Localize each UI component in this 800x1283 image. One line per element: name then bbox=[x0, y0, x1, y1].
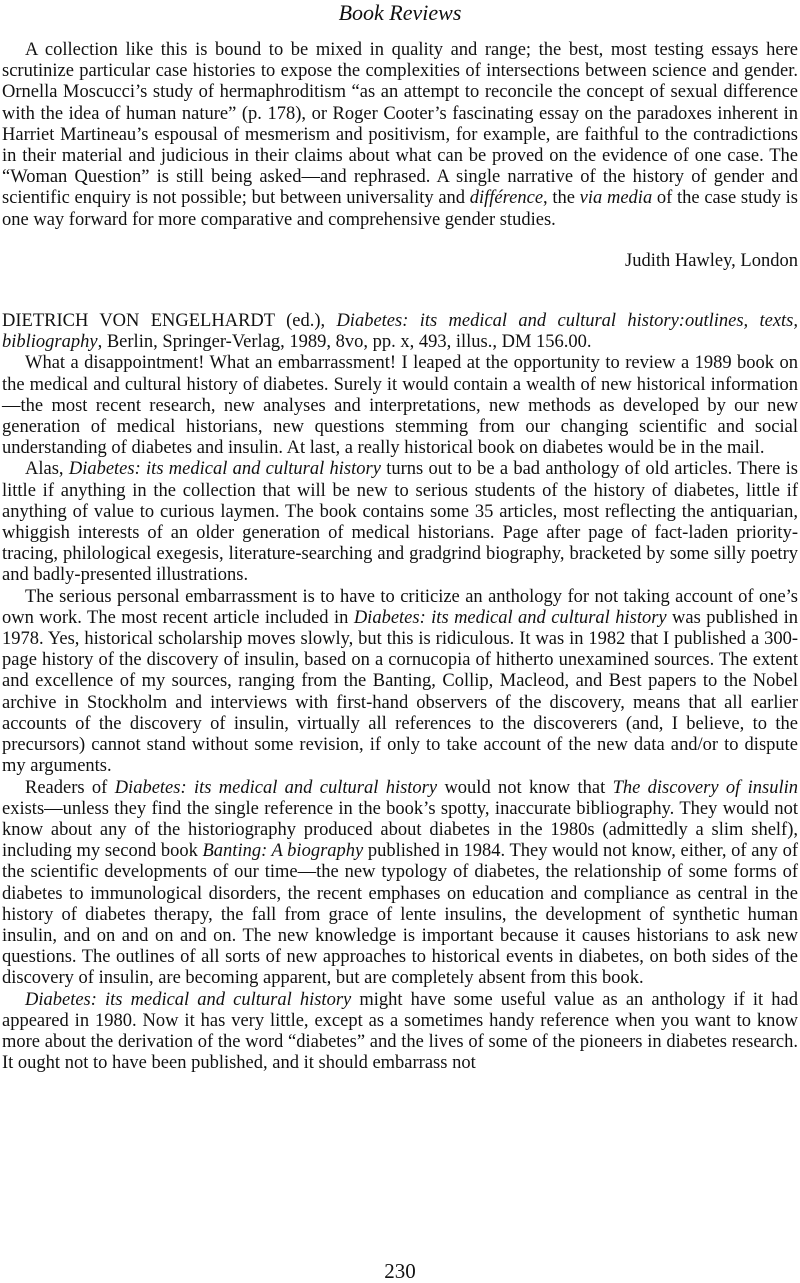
page-number: 230 bbox=[384, 1259, 416, 1283]
review-paragraph-4: Readers of Diabetes: its medical and cultural history would not know that The discovery of insulin exists—unless they find the single reference in the book’s spotty, inaccurate bibliography. They would not know about any of the historiography produced about diabetes in the 1980s (admittedly a slim shelf), including my second book Banting: A biography published in 1984. They would not know, either, of any of the scientific developments of our time—the new typology of diabetes, the relationship of some forms of diabetes to immunological disorders, the recent emphases on education and compliance as central in the history of diabetes therapy, the fall from grace of lente insulins, the development of synthetic human insulin, and on and on and on. The new knowledge is important because it causes historians to ask new questions. The outlines of all sorts of new approaches to historical events in diabetes, on both sides of the discovery of insulin, are becoming apparent, but are completely absent from this book. bbox=[2, 777, 798, 989]
review-paragraph-1: What a disappointment! What an embarrassment! I leaped at the opportunity to review a 1989 book on the medical and cultural history of diabetes. Surely it would contain a wealth of new historical information—the most recent research, new analyses and interpretations, new methods as developed by our new generation of medical historians, new questions stemming from our changing scientific and social understanding of diabetes and insulin. At last, a really historical book on diabetes would be in the mail. bbox=[2, 353, 798, 459]
reviewer-signature: Judith Hawley, London bbox=[625, 250, 798, 271]
prev-review-paragraph: A collection like this is bound to be mixed in quality and range; the best, most testing essays here scrutinize particular case histories to expose the complexities of intersections between science and gender. Ornella Moscucci’s study of hermaphroditism “as an attempt to reconcile the concept of sexual difference with the idea of human nature” (p. 178), or Roger Cooter’s fascinating essay on the paradoxes inherent in Harriet Martineau’s espousal of mesmerism and positivism, for example, are faithful to the contradictions in their material and judicious in their claims about what can be proved on the evidence of one case. The “Woman Question” is still being asked—and rephrased. A single narrative of the history of gender and scientific enquiry is not possible; but between universality and différence, the via media of the case study is one way forward for more comparative and comprehensive gender studies. bbox=[2, 40, 799, 230]
review-paragraph-3: The serious personal embarrassment is to have to criticize an anthology for not taking account of one’s own work. The most recent article included in Diabetes: its medical and cultural history was published in 1978. Yes, historical scholarship moves slowly, but this is ridiculous. It was in 1982 that I published a 300-page history of the discovery of insulin, based on a cornucopia of hitherto unexamined sources. The extent and excellence of my sources, ranging from the Banting, Collip, Macleod, and Best papers to the Nobel archive in Stockholm and interviews with first-hand observers of the discovery, means that all earlier accounts of the discovery of insulin, virtually all references to the discoverers (and, I believe, to the precursors) cannot stand without some revision, if only to take account of the new data and/or to dispute my arguments. bbox=[2, 586, 799, 777]
review-paragraph-2: Alas, Diabetes: its medical and cultural history turns out to be a bad anthology of old articles. There is little if anything in the collection that will be new to serious students of the history of diabetes, little if anything of value to curious laymen. The book contains some 35 articles, most reflecting the antiquarian, whiggish interests of an older generation of medical historians. Page after page of fact-laden priority-tracing, philological exegesis, literature-searching and gradgrind biography, bracketed by some silly poetry and badly-presented illustrations. bbox=[2, 459, 798, 586]
running-head: Book Reviews bbox=[338, 0, 462, 25]
book-citation: DIETRICH VON ENGELHARDT (ed.), Diabetes: its medical and cultural history:outlines, texts, bibliography, Berlin, Springer-Verlag, 1989, 8vo, pp. x, 493, illus., DM 156.00. bbox=[2, 311, 799, 353]
review-body bbox=[2, 40, 798, 1074]
review-paragraph-5: Diabetes: its medical and cultural history might have some useful value as an anthology if it had appeared in 1980. Now it has very little, except as a sometimes handy reference when you want to know more about the derivation of the word “diabetes” and the lives of some of the pioneers in diabetes research. It ought not to have been published, and it should embarrass not bbox=[2, 989, 798, 1074]
